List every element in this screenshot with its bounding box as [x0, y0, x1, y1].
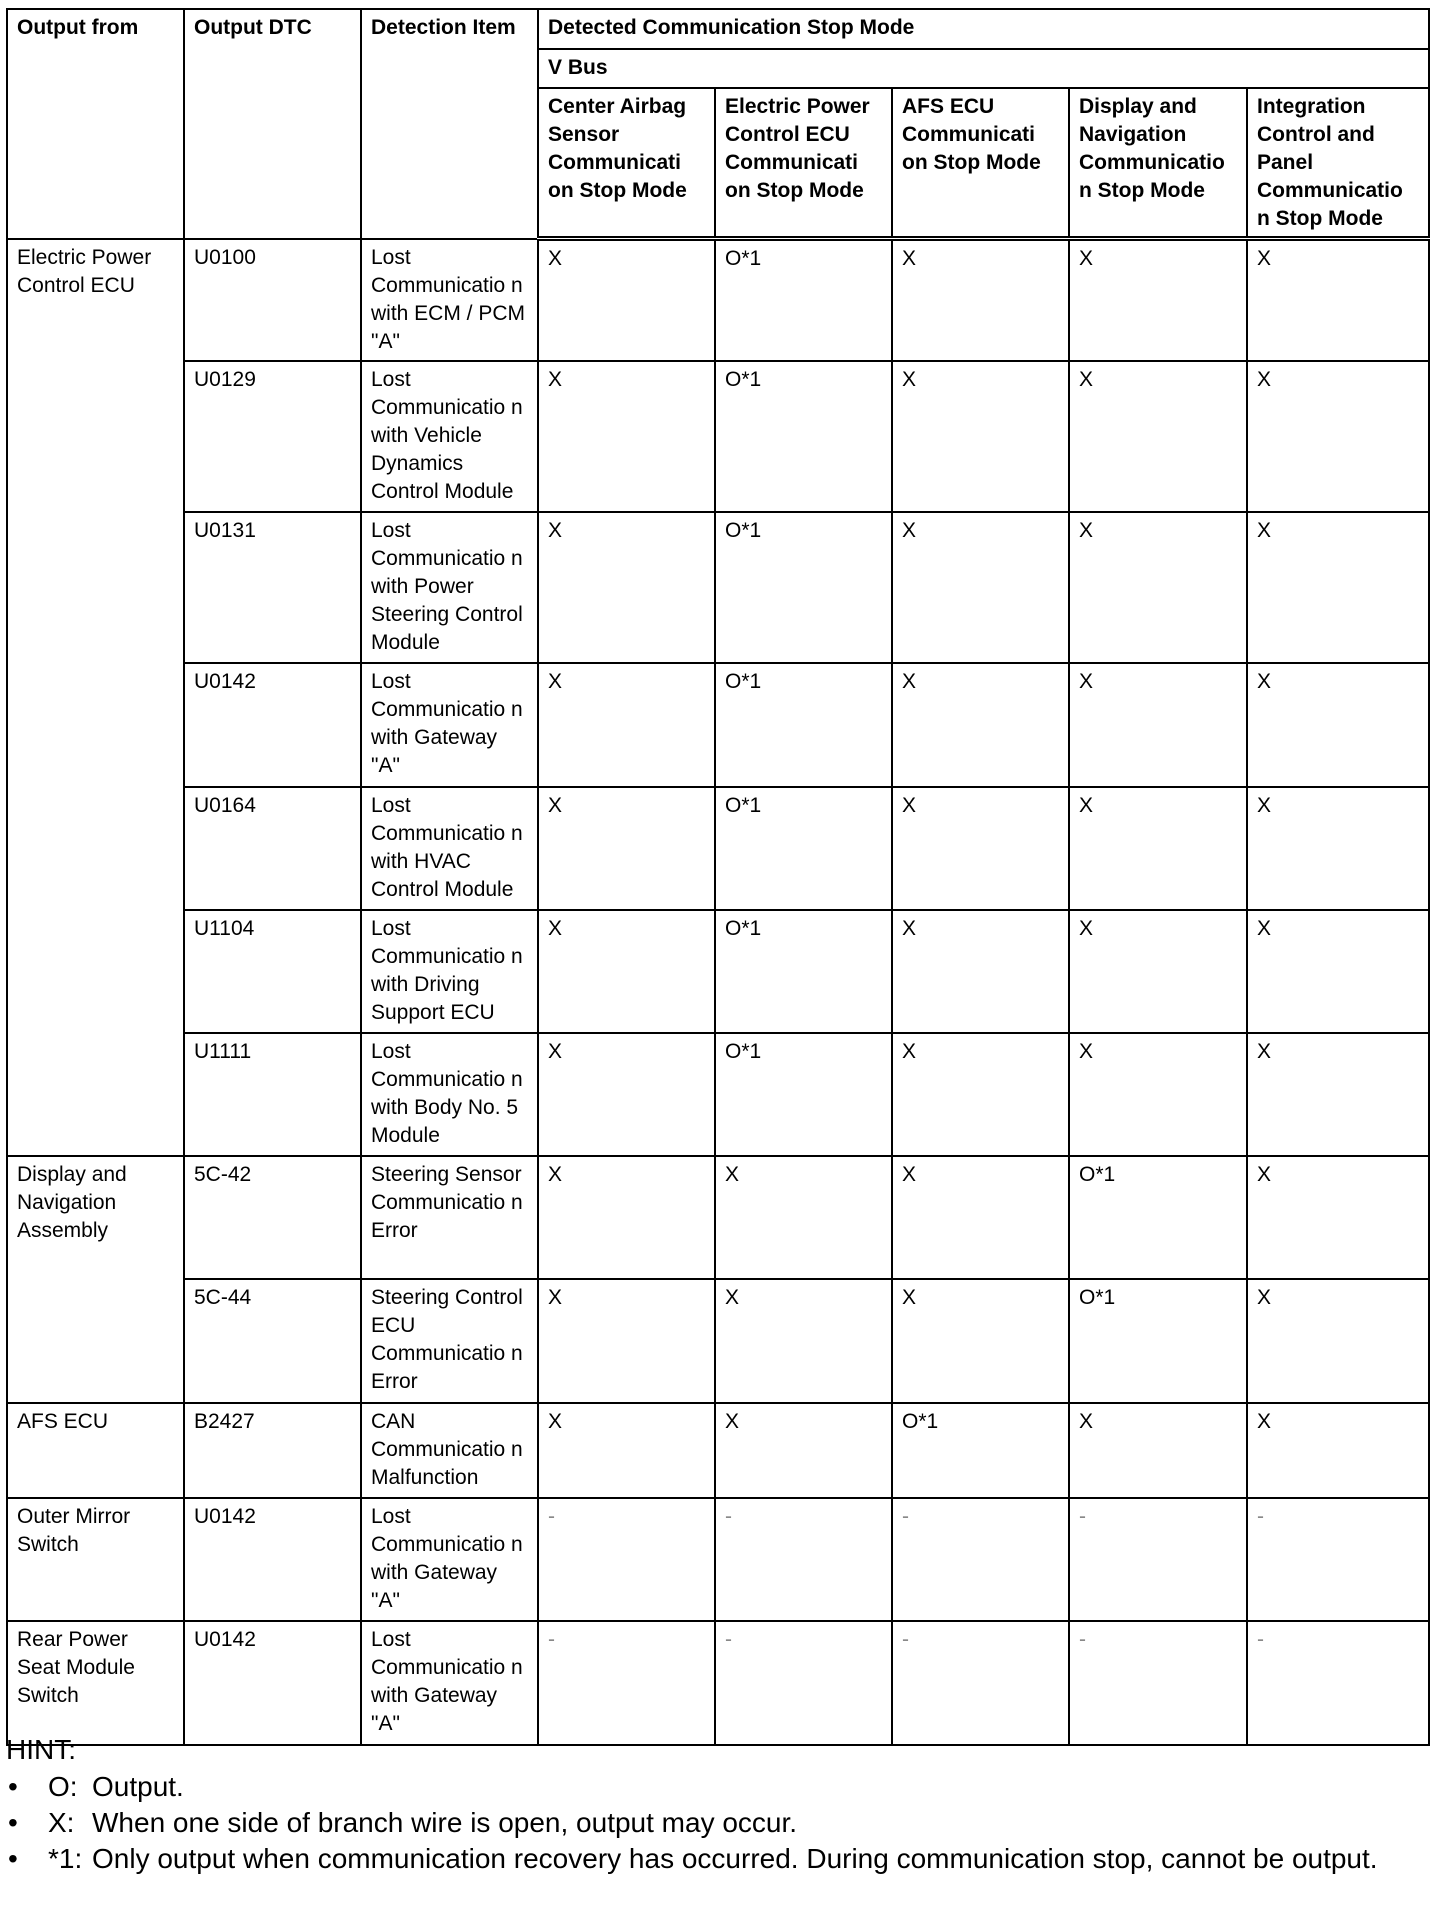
source-cell: Display and Navigation Assembly [7, 1156, 184, 1403]
mode-value-cell: X [538, 663, 715, 787]
mode-value-cell: X [1247, 1156, 1429, 1279]
table-row [7, 1156, 1429, 1279]
mode-value-cell: X [1069, 1403, 1247, 1498]
header-mode: AFS ECU Communicati on Stop Mode [892, 88, 1069, 239]
mode-value-cell: X [715, 1156, 892, 1279]
header-detected-mode: Detected Communication Stop Mode [538, 9, 1429, 49]
table-row [7, 787, 1429, 910]
mode-value-cell: - [1247, 1498, 1429, 1621]
table-row [7, 1279, 1429, 1403]
mode-value-cell: X [892, 512, 1069, 663]
bullet-icon: • [8, 1843, 18, 1874]
detection-item-cell: Lost Communicatio n with Gateway "A" [361, 1498, 538, 1621]
mode-value-cell: X [892, 787, 1069, 910]
table-row [7, 1033, 1429, 1156]
dtc-cell: 5C-44 [184, 1279, 361, 1403]
mode-value-cell: O*1 [715, 787, 892, 910]
mode-value-cell: X [892, 663, 1069, 787]
mode-value-cell: X [1069, 663, 1247, 787]
hint-label: *1: [48, 1843, 83, 1874]
mode-value-cell: X [1247, 512, 1429, 663]
dtc-cell: U1104 [184, 910, 361, 1033]
source-cell: Electric Power Control ECU [7, 239, 184, 1156]
mode-value-cell: X [1247, 1403, 1429, 1498]
mode-value-cell: X [1247, 910, 1429, 1033]
mode-value-cell: - [715, 1621, 892, 1745]
mode-value-cell: X [1069, 512, 1247, 663]
hint-item [6, 1806, 1426, 1839]
dtc-cell: U0142 [184, 1498, 361, 1621]
dtc-cell: U0142 [184, 663, 361, 787]
mode-value-cell: X [892, 910, 1069, 1033]
mode-value-cell: X [1069, 361, 1247, 512]
mode-value-cell: X [538, 1403, 715, 1498]
table-row [7, 361, 1429, 512]
header-mode: Display and Navigation Communicatio n Stop Mode [1069, 88, 1247, 239]
detection-item-cell: Lost Communicatio n with Body No. 5 Module [361, 1033, 538, 1156]
detection-item-cell: Steering Sensor Communicatio n Error [361, 1156, 538, 1279]
dtc-cell: U0142 [184, 1621, 361, 1745]
mode-value-cell: X [715, 1403, 892, 1498]
header-bus: V Bus [538, 49, 1429, 88]
table-row [7, 1403, 1429, 1498]
detection-item-cell: Lost Communicatio n with Power Steering Control Module [361, 512, 538, 663]
hint-item [6, 1770, 1426, 1803]
dtc-cell: U0100 [184, 239, 361, 361]
table-row [7, 239, 1429, 361]
source-cell: Rear Power Seat Module Switch [7, 1621, 184, 1745]
source-cell: Outer Mirror Switch [7, 1498, 184, 1621]
table-row [7, 1621, 1429, 1745]
mode-value-cell: X [892, 1156, 1069, 1279]
mode-value-cell: O*1 [1069, 1156, 1247, 1279]
dtc-cell: 5C-42 [184, 1156, 361, 1279]
table-row [7, 1498, 1429, 1621]
detection-item-cell: Lost Communicatio n with Driving Support ECU [361, 910, 538, 1033]
mode-value-cell: - [538, 1498, 715, 1621]
mode-value-cell: - [715, 1498, 892, 1621]
mode-value-cell: X [892, 239, 1069, 361]
header-mode: Integration Control and Panel Communicatio n Stop Mode [1247, 88, 1429, 239]
mode-value-cell: - [538, 1621, 715, 1745]
mode-value-cell: O*1 [715, 512, 892, 663]
table-row [7, 910, 1429, 1033]
hint-label: O: [48, 1771, 78, 1802]
mode-value-cell: X [715, 1279, 892, 1403]
bullet-icon: • [8, 1807, 18, 1838]
mode-value-cell: X [538, 1279, 715, 1403]
header-output-dtc: Output DTC [184, 9, 361, 239]
mode-value-cell: X [892, 1279, 1069, 1403]
mode-value-cell: X [538, 361, 715, 512]
header-detection-item: Detection Item [361, 9, 538, 239]
mode-value-cell: - [892, 1621, 1069, 1745]
mode-value-cell: - [1069, 1621, 1247, 1745]
detection-item-cell: Lost Communicatio n with Vehicle Dynamics Control Module [361, 361, 538, 512]
mode-value-cell: X [1247, 239, 1429, 361]
mode-value-cell: X [1247, 1033, 1429, 1156]
mode-value-cell: O*1 [715, 1033, 892, 1156]
detection-item-cell: CAN Communicatio n Malfunction [361, 1403, 538, 1498]
hint-item [6, 1842, 1426, 1875]
mode-value-cell: X [538, 787, 715, 910]
detection-item-cell: Lost Communicatio n with HVAC Control Module [361, 787, 538, 910]
mode-value-cell: X [892, 361, 1069, 512]
mode-value-cell: X [1069, 239, 1247, 361]
hint-list [6, 1770, 1426, 1875]
header-row-1 [7, 9, 1429, 49]
hint-section [6, 1733, 1426, 1878]
mode-value-cell: X [1247, 787, 1429, 910]
mode-value-cell: X [538, 512, 715, 663]
table-body [7, 239, 1429, 1745]
dtc-table [6, 8, 1430, 1746]
mode-value-cell: X [538, 910, 715, 1033]
hint-text: Only output when communication recovery has occurred. During communication stop, cannot be output. [92, 1843, 1378, 1874]
header-mode: Center Airbag Sensor Communicati on Stop Mode [538, 88, 715, 239]
detection-item-cell: Lost Communicatio n with ECM / PCM "A" [361, 239, 538, 361]
hint-title: HINT: [6, 1734, 76, 1765]
mode-value-cell: X [1069, 910, 1247, 1033]
bullet-icon: • [8, 1771, 18, 1802]
detection-item-cell: Steering Control ECU Communicatio n Error [361, 1279, 538, 1403]
source-cell: AFS ECU [7, 1403, 184, 1498]
dtc-cell: U0164 [184, 787, 361, 910]
mode-value-cell: O*1 [715, 239, 892, 361]
dtc-cell: U1111 [184, 1033, 361, 1156]
header-output-from: Output from [7, 9, 184, 239]
dtc-cell: U0129 [184, 361, 361, 512]
mode-value-cell: - [892, 1498, 1069, 1621]
mode-value-cell: X [1069, 787, 1247, 910]
mode-value-cell: - [1069, 1498, 1247, 1621]
dtc-cell: U0131 [184, 512, 361, 663]
mode-value-cell: X [1247, 663, 1429, 787]
table-row [7, 512, 1429, 663]
mode-value-cell: X [892, 1033, 1069, 1156]
dtc-cell: B2427 [184, 1403, 361, 1498]
mode-value-cell: X [538, 1033, 715, 1156]
table-row [7, 663, 1429, 787]
hint-text: Output. [92, 1771, 184, 1802]
detection-item-cell: Lost Communicatio n with Gateway "A" [361, 663, 538, 787]
mode-value-cell: - [1247, 1621, 1429, 1745]
mode-value-cell: X [1069, 1033, 1247, 1156]
mode-value-cell: O*1 [715, 910, 892, 1033]
mode-value-cell: O*1 [715, 663, 892, 787]
hint-label: X: [48, 1807, 75, 1838]
detection-item-cell: Lost Communicatio n with Gateway "A" [361, 1621, 538, 1745]
hint-text: When one side of branch wire is open, output may occur. [92, 1807, 798, 1838]
mode-value-cell: X [538, 1156, 715, 1279]
mode-value-cell: X [1247, 361, 1429, 512]
header-mode: Electric Power Control ECU Communicati on Stop Mode [715, 88, 892, 239]
mode-value-cell: X [1247, 1279, 1429, 1403]
mode-value-cell: O*1 [892, 1403, 1069, 1498]
mode-value-cell: O*1 [1069, 1279, 1247, 1403]
mode-value-cell: O*1 [715, 361, 892, 512]
mode-value-cell: X [538, 239, 715, 361]
